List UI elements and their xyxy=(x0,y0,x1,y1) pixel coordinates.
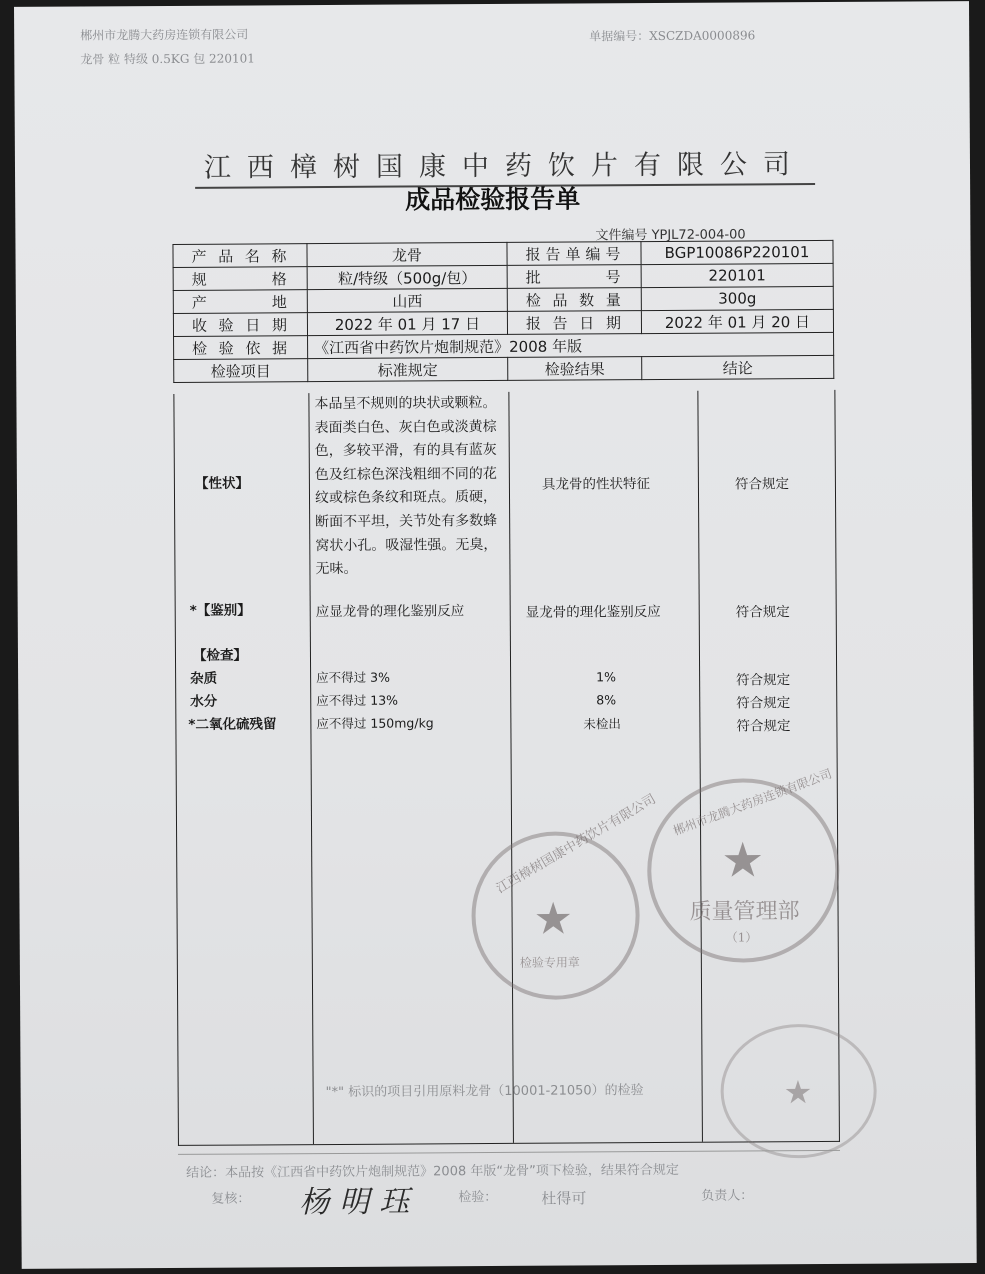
inspector-label: 检验： xyxy=(458,1189,498,1206)
report-date-label: 报告日期 xyxy=(507,311,641,335)
product-name-label: 产品名称 xyxy=(173,244,307,268)
divider-2 xyxy=(508,392,514,1143)
basis-label: 检验依据 xyxy=(174,336,308,360)
top-left-product-line: 龙骨 粒 特级 0.5KG 包 220101 xyxy=(80,51,255,67)
seal-ring-text: 江西樟树国康中药饮片有限公司 xyxy=(494,791,659,897)
spec-label: 规格 xyxy=(173,267,307,291)
receive-date-value: 2022 年 01 月 17 日 xyxy=(307,311,507,335)
divider-1 xyxy=(308,393,314,1144)
seal-bottom-text: 检验专用章 xyxy=(519,955,580,970)
so2-conclusion: 符合规定 xyxy=(736,718,791,735)
info-table xyxy=(172,240,834,383)
quality-dept-number: （1） xyxy=(725,930,758,945)
conclusion-text: 结论：本品按《江西省中药饮片炮制规范》2008 年版“龙骨”项下检验，结果符合规定 xyxy=(186,1162,679,1181)
identification-standard: 应显龙骨的理化鉴别反应 xyxy=(315,603,465,621)
file-number: 文件编号 YPJL72-004-00 xyxy=(595,227,746,244)
moisture-conclusion: 符合规定 xyxy=(736,695,791,712)
seal-star-icon: ★ xyxy=(533,893,574,945)
appearance-conclusion: 符合规定 xyxy=(734,476,789,493)
quality-star-icon: ★ xyxy=(721,832,765,889)
report-date-value: 2022 年 01 月 20 日 xyxy=(641,309,833,333)
inspector-name: 杜得可 xyxy=(541,1189,587,1208)
top-right-document-number: 单据编号：XSCZDA0000896 xyxy=(589,28,756,44)
appearance-standard: 本品呈不规则的块状或颗粒。表面类白色、灰白色或淡黄棕色，多较平滑，有的具有蓝灰色及红棕色深浅粗细不同的花纹或棕色条纹和斑点。质硬，断面不平坦，关节处有多数蜂窝状小孔。吸湿性强。无臭，无味。 xyxy=(314,394,498,578)
director-label: 负责人： xyxy=(701,1188,754,1204)
impurity-item: 杂质 xyxy=(190,670,218,687)
column-standard-header: 标准规定 xyxy=(308,357,508,381)
origin-value: 山西 xyxy=(307,288,507,312)
quantity-label: 检品数量 xyxy=(507,288,641,312)
impurity-standard: 应不得过 3% xyxy=(316,669,390,686)
origin-label: 产地 xyxy=(173,290,307,314)
column-item-header: 检验项目 xyxy=(174,359,308,383)
results-body xyxy=(173,390,840,1146)
report-no-value: BGP10086P220101 xyxy=(641,240,833,264)
column-conclusion-header: 结论 xyxy=(642,355,834,379)
batch-label: 批号 xyxy=(507,265,641,289)
appearance-item: 【性状】 xyxy=(194,475,249,492)
reference-note: "*" 标识的项目引用原料龙骨（10001-21050）的检验 xyxy=(325,1083,644,1101)
faint-star-icon: ★ xyxy=(783,1073,813,1112)
faint-stamp xyxy=(720,1024,877,1159)
basis-value: 《江西省中药饮片炮制规范》2008 年版 xyxy=(308,332,834,358)
product-name-value: 龙骨 xyxy=(307,242,507,266)
company-name: 江西樟树国康中药饮片有限公司 xyxy=(195,142,815,189)
moisture-standard: 应不得过 13% xyxy=(316,692,399,709)
so2-item: *二氧化硫残留 xyxy=(188,716,277,733)
check-heading: 【检查】 xyxy=(192,647,248,664)
quality-dept-text: 质量管理部 xyxy=(689,899,800,925)
identification-item: *【鉴别】 xyxy=(189,602,251,619)
inspection-report-sheet xyxy=(14,1,977,1269)
footer-divider xyxy=(178,1150,840,1155)
moisture-item: 水分 xyxy=(190,693,218,710)
impurity-conclusion: 符合规定 xyxy=(736,672,791,689)
quality-dept-stamp xyxy=(647,766,840,963)
spec-value: 粒/特级（500g/包） xyxy=(307,265,507,289)
report-title: 成品检验报告单 xyxy=(405,184,581,215)
quality-ring-text: 郴州市龙腾大药房连锁有限公司 xyxy=(671,766,834,839)
quantity-value: 300g xyxy=(641,286,833,310)
appearance-result: 具龙骨的性状特征 xyxy=(541,476,650,493)
impurity-result: 1% xyxy=(596,669,617,685)
divider-3 xyxy=(697,391,703,1142)
inspection-seal-stamp xyxy=(471,791,659,1000)
column-result-header: 检验结果 xyxy=(508,357,642,381)
report-no-label: 报告单编号 xyxy=(507,242,641,266)
top-left-company: 郴州市龙腾大药房连锁有限公司 xyxy=(80,27,249,43)
identification-result: 显龙骨的理化鉴别反应 xyxy=(525,603,661,621)
batch-value: 220101 xyxy=(641,263,833,287)
so2-standard: 应不得过 150mg/kg xyxy=(316,715,434,732)
moisture-result: 8% xyxy=(596,692,617,708)
reviewer-signature: 杨明珏 xyxy=(299,1184,420,1221)
identification-conclusion: 符合规定 xyxy=(735,604,790,621)
so2-result: 未检出 xyxy=(583,716,621,732)
receive-date-label: 收验日期 xyxy=(173,313,307,337)
reviewer-label: 复核： xyxy=(211,1191,251,1207)
